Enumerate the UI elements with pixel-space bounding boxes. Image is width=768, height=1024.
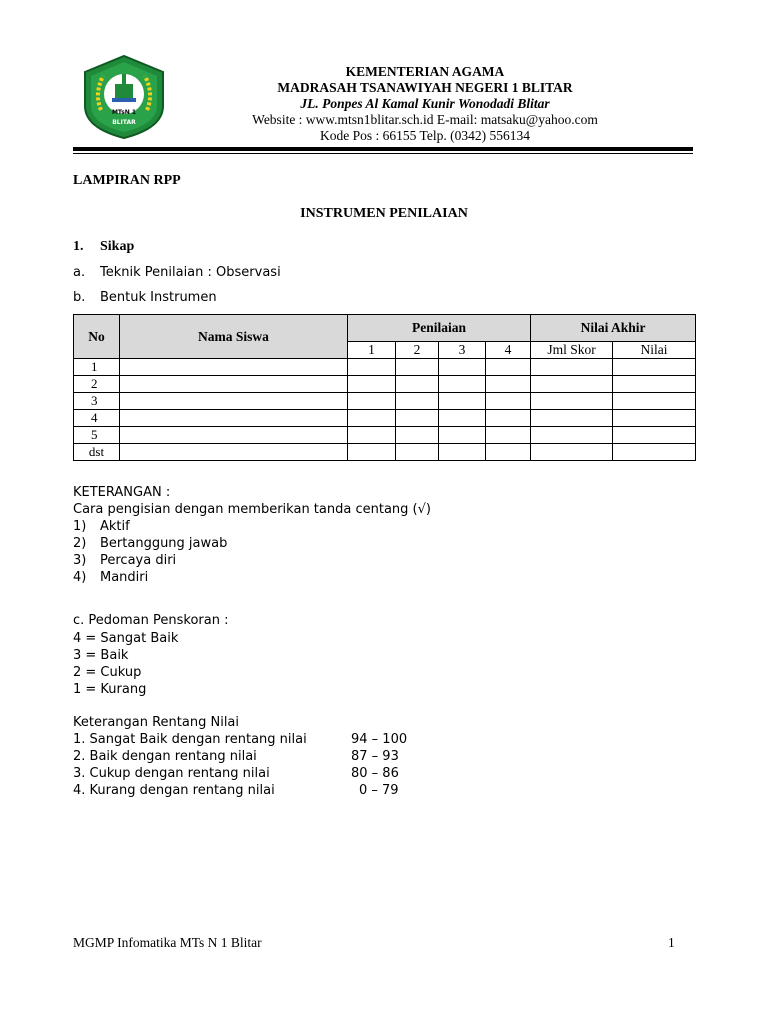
rentang-range: 87 – 93	[351, 749, 399, 764]
section-heading: Sikap	[100, 239, 135, 254]
keterangan-block	[73, 484, 431, 586]
item-number: 4)	[73, 570, 87, 585]
item-label: Bertanggung jawab	[100, 536, 228, 551]
rentang-title: Keterangan Rentang Nilai	[73, 715, 240, 730]
cell-score[interactable]	[396, 359, 439, 376]
row-number: 4	[74, 410, 120, 427]
cell-jml[interactable]	[531, 444, 613, 461]
keterangan-instruction: Cara pengisian dengan memberikan tanda centang (√)	[73, 502, 431, 517]
item-a-marker: a.	[73, 265, 86, 280]
cell-score[interactable]	[439, 410, 486, 427]
logo-bottom-text: BLITAR	[112, 119, 136, 126]
row-number: 1	[74, 359, 120, 376]
cell-score[interactable]	[396, 444, 439, 461]
item-number: 2)	[73, 536, 87, 551]
cell-nama[interactable]	[120, 359, 348, 376]
list-item	[73, 765, 407, 782]
lampiran-title: LAMPIRAN RPP	[73, 173, 181, 188]
list-item: 1 = Kurang	[73, 682, 147, 697]
cell-jml[interactable]	[531, 393, 613, 410]
school-name: MADRASAH TSANAWIYAH NEGERI 1 BLITAR	[277, 80, 573, 95]
rentang-label: 1. Sangat Baik dengan rentang nilai	[73, 732, 307, 747]
rentang-label: 2. Baik dengan rentang nilai	[73, 749, 257, 764]
list-item	[73, 518, 431, 535]
list-item	[73, 552, 431, 569]
cell-score[interactable]	[486, 410, 531, 427]
cell-score[interactable]	[486, 359, 531, 376]
item-b-text: Bentuk Instrumen	[100, 290, 217, 305]
cell-nilai[interactable]	[613, 444, 696, 461]
list-item: 4 = Sangat Baik	[73, 631, 179, 646]
cell-score[interactable]	[439, 427, 486, 444]
cell-nama[interactable]	[120, 410, 348, 427]
cell-score[interactable]	[348, 393, 396, 410]
instrumen-title: INSTRUMEN PENILAIAN	[300, 206, 468, 221]
item-label: Aktif	[100, 519, 130, 534]
table-row	[74, 427, 696, 444]
subheader-jml-skor: Jml Skor	[531, 342, 613, 359]
header-penilaian: Penilaian	[348, 315, 531, 342]
cell-nilai[interactable]	[613, 376, 696, 393]
list-item	[73, 731, 407, 748]
cell-score[interactable]	[396, 393, 439, 410]
pedoman-title: c. Pedoman Penskoran :	[73, 613, 229, 628]
cell-score[interactable]	[486, 427, 531, 444]
cell-score[interactable]	[439, 376, 486, 393]
item-b-marker: b.	[73, 290, 86, 305]
header-rule-thick	[73, 147, 693, 151]
logo-top-text: MTsN 1	[111, 109, 137, 116]
table-row	[74, 410, 696, 427]
footer-text: MGMP Infomatika MTs N 1 Blitar	[73, 935, 262, 950]
cell-score[interactable]	[396, 410, 439, 427]
table-row	[74, 359, 696, 376]
header-nama-siswa: Nama Siswa	[120, 315, 348, 359]
cell-jml[interactable]	[531, 376, 613, 393]
item-label: Mandiri	[100, 570, 149, 585]
rentang-block	[73, 714, 407, 799]
cell-score[interactable]	[396, 427, 439, 444]
cell-score[interactable]	[348, 410, 396, 427]
subheader-2: 2	[396, 342, 439, 359]
row-number: dst	[74, 444, 120, 461]
item-label: Percaya diri	[100, 553, 177, 568]
table-row	[74, 376, 696, 393]
cell-nilai[interactable]	[613, 410, 696, 427]
list-item: 2 = Cukup	[73, 665, 142, 680]
subheader-4: 4	[486, 342, 531, 359]
cell-score[interactable]	[348, 444, 396, 461]
cell-score[interactable]	[348, 359, 396, 376]
cell-score[interactable]	[486, 444, 531, 461]
assessment-table	[73, 314, 696, 461]
cell-nilai[interactable]	[613, 359, 696, 376]
table-row	[74, 393, 696, 410]
list-item: 3 = Baik	[73, 648, 129, 663]
rentang-range: 0 – 79	[359, 783, 399, 798]
item-number: 3)	[73, 553, 87, 568]
subheader-1: 1	[348, 342, 396, 359]
subheader-nilai: Nilai	[613, 342, 696, 359]
row-number: 5	[74, 427, 120, 444]
school-address: JL. Ponpes Al Kamal Kunir Wonodadi Blitar	[300, 96, 550, 111]
cell-jml[interactable]	[531, 427, 613, 444]
rentang-label: 4. Kurang dengan rentang nilai	[73, 783, 275, 798]
ministry-name: KEMENTERIAN AGAMA	[345, 64, 505, 79]
cell-nilai[interactable]	[613, 393, 696, 410]
rentang-range: 94 – 100	[351, 732, 408, 747]
list-item	[73, 782, 407, 799]
table-row	[74, 444, 696, 461]
school-website: Website : www.mtsn1blitar.sch.id E-mail: matsaku@yahoo.com	[252, 112, 598, 127]
cell-jml[interactable]	[531, 359, 613, 376]
row-number: 2	[74, 376, 120, 393]
header-no: No	[74, 315, 120, 359]
cell-nama[interactable]	[120, 376, 348, 393]
cell-score[interactable]	[486, 393, 531, 410]
header-nilai-akhir: Nilai Akhir	[531, 315, 696, 342]
list-item	[73, 569, 431, 586]
school-logo	[79, 54, 169, 140]
cell-score[interactable]	[348, 427, 396, 444]
item-a-text: Teknik Penilaian : Observasi	[100, 265, 281, 280]
cell-score[interactable]	[348, 376, 396, 393]
cell-score[interactable]	[439, 444, 486, 461]
rentang-label: 3. Cukup dengan rentang nilai	[73, 766, 270, 781]
cell-nilai[interactable]	[613, 427, 696, 444]
cell-score[interactable]	[396, 376, 439, 393]
cell-jml[interactable]	[531, 410, 613, 427]
school-postcode: Kode Pos : 66155 Telp. (0342) 556134	[320, 128, 530, 143]
section-number: 1.	[73, 239, 84, 254]
list-item	[73, 748, 407, 765]
subheader-3: 3	[439, 342, 486, 359]
header-rule-thin	[73, 153, 693, 154]
cell-nama[interactable]	[120, 393, 348, 410]
row-number: 3	[74, 393, 120, 410]
item-number: 1)	[73, 519, 87, 534]
page-number: 1	[668, 935, 675, 950]
cell-score[interactable]	[439, 359, 486, 376]
letterhead	[200, 64, 650, 144]
keterangan-title: KETERANGAN :	[73, 485, 171, 500]
cell-nama[interactable]	[120, 444, 348, 461]
cell-nama[interactable]	[120, 427, 348, 444]
cell-score[interactable]	[439, 393, 486, 410]
rentang-range: 80 – 86	[351, 766, 399, 781]
list-item	[73, 535, 431, 552]
cell-score[interactable]	[486, 376, 531, 393]
pedoman-block	[73, 630, 178, 698]
